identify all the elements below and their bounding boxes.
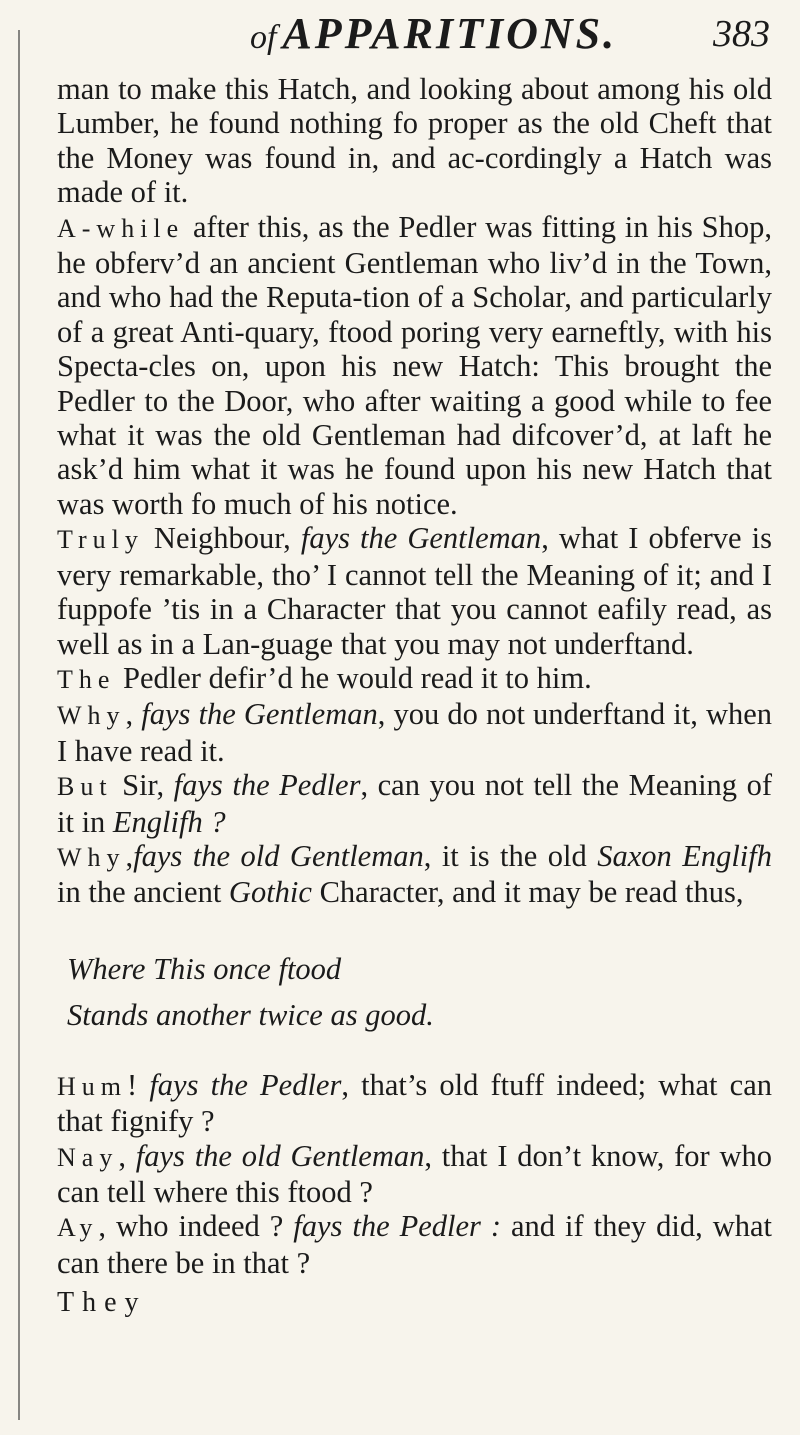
paragraph-4-lead: The (57, 664, 116, 694)
paragraph-6-italic: fays the Pedler (173, 768, 361, 803)
paragraph-5-text-a: , (125, 697, 142, 732)
binding-edge (18, 30, 20, 1420)
paragraph-7-text-b: , it is the old (423, 838, 598, 873)
paragraph-8-lead: Hum (57, 1071, 127, 1101)
page-number: 383 (713, 13, 770, 55)
paragraph-8-text-b: , that’s old ftuff indeed; what can that fignify ? (57, 1067, 772, 1139)
paragraph-7-text-a: , (125, 838, 134, 873)
paragraph-7-text-c: in the ancient (57, 875, 229, 910)
paragraph-3-italic: fays the Gentleman (300, 521, 542, 556)
paragraph-10 (57, 1209, 772, 1280)
paragraph-10-text-b: and if they did, what can there be in that ? (57, 1209, 772, 1280)
running-title (250, 8, 617, 59)
body-text (57, 72, 772, 1321)
running-head (250, 8, 770, 68)
paragraph-8-italic: fays the Pedler (149, 1067, 342, 1102)
paragraph-7-italic-2: Saxon Englifh (597, 838, 773, 873)
paragraph-10-text-a: , who indeed ? (98, 1209, 294, 1244)
paragraph-9-italic: fays the old Gentleman (135, 1138, 425, 1173)
paragraph-7-text-d: Character, and it may be read thus, (311, 875, 744, 910)
paragraph-7-italic-3: Gothic (228, 875, 312, 910)
verse-inscription (67, 946, 772, 1038)
running-title-main: APPARITIONS. (282, 9, 618, 58)
paragraph-6-italic-2: Englifh ? (112, 804, 226, 839)
paragraph-5-italic: fays the Gentleman (141, 697, 378, 732)
verse-line-2: Stands another twice as good. (67, 997, 434, 1032)
paragraph-1: man to make this Hatch, and looking about among his old Lumber, he found nothing fo proper as the old Cheft that the Money was found in, and ac‑cordingly a Hatch was made of it. (57, 72, 772, 210)
paragraph-5-lead: Why (57, 701, 126, 731)
paragraph-9-text-a: , (118, 1138, 136, 1173)
paragraph-6 (57, 768, 772, 839)
catchword: They (57, 1287, 147, 1319)
paragraph-9 (57, 1139, 772, 1210)
paragraph-10-italic: fays the Pedler : (293, 1209, 502, 1244)
paragraph-10-lead: Ay (57, 1213, 99, 1243)
paragraph-2-text: after this, as the Pedler was fitting in his Shop, he obferv’d an ancient Gentleman who liv’d in the Town, and who had the Reputa‑tion of a Scholar, and particularly of a great Anti‑quary, ftood poring very earneftly, with his Specta‑cles on, upon his new Hatch: This brought the Pedler to the Door, who after waiting a good while to fee what it was the old Gentleman had difcover’d, at laft he ask’d him what it was he found upon his new Hatch that was worth fo much of his notice. (57, 209, 772, 521)
paragraph-3 (57, 521, 772, 661)
paragraph-2-lead: A-while (57, 213, 185, 243)
paragraph-2 (57, 210, 772, 522)
paragraph-5-text-b: , you do not underftand it, when I have read it. (57, 697, 773, 768)
paragraph-3-text-a: Neighbour, (143, 521, 301, 556)
paragraph-8-text-a: ! (127, 1067, 150, 1102)
paragraph-4 (57, 661, 772, 697)
paragraph-7-italic: fays the old Gentleman (133, 838, 424, 873)
running-title-prefix: of (250, 19, 277, 56)
verse-line-1: Where This once ftood (67, 951, 342, 986)
paragraph-6-text-b: , can you not tell the Meaning of it in (57, 768, 773, 839)
paragraph-9-lead: Nay (57, 1142, 119, 1172)
paragraph-5 (57, 697, 772, 768)
paragraph-3-text-b: , what I obferve is very remarkable, tho’ I cannot tell the Meaning of it; and I fuppofe ’tis in a Character that you cannot eafily read, as well as in a Lan‑guage that you may not underftand. (57, 521, 772, 661)
paragraph-4-text: Pedler defir’d he would read it to him. (115, 660, 592, 695)
paragraph-8 (57, 1068, 772, 1139)
paragraph-6-lead: But (57, 772, 113, 802)
paragraph-7-lead: Why (57, 842, 126, 872)
paragraph-6-text-a: Sir, (112, 768, 174, 803)
paragraph-7 (57, 839, 772, 910)
paragraph-9-text-b: , that I don’t know, for who can tell where this ftood ? (57, 1138, 773, 1209)
paragraph-3-lead: Truly (57, 525, 144, 555)
